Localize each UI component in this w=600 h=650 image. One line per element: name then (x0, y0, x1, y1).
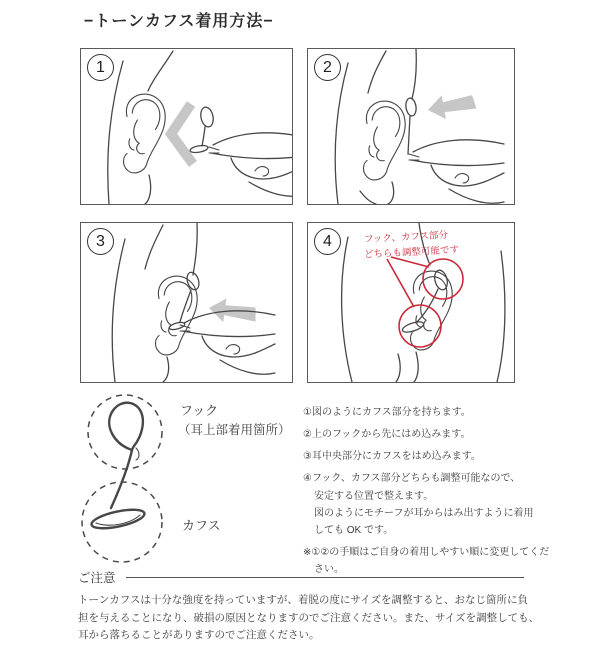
hook-label: フック (180, 403, 219, 418)
panel-step-1 (80, 48, 293, 205)
chevron-arrow-icon (171, 104, 193, 164)
instruction-step-4-cont: 安定する位置で整えます。 (314, 491, 434, 502)
instruction-step-2: ②上のフックから先にはめ込みます。 (303, 429, 471, 440)
caution-section (78, 568, 540, 645)
instruction-step-4-cont: しても OK です。 (314, 525, 394, 536)
ear-illustration (411, 271, 453, 350)
hand-illustration (180, 311, 275, 374)
panel-2-number-badge: 2 (314, 54, 341, 81)
hook-sublabel: （耳上部着用箇所） (178, 423, 291, 437)
instruction-step-4-cont: 図のようにモチーフが耳からはみ出すように着用 (314, 508, 534, 519)
adjustable-annotation-line-1: フック、カフス部分 (363, 229, 449, 246)
cuff-illustration (190, 106, 215, 154)
panel-step-4 (307, 222, 515, 383)
head-outline (112, 223, 197, 382)
panel-step-2 (307, 48, 515, 205)
hook-dashed-circle (88, 395, 162, 469)
cuff-dashed-circle (82, 482, 162, 562)
hand-illustration (209, 133, 292, 196)
page-title: −トーンカフス着用方法− (84, 13, 274, 30)
head-outline (335, 49, 416, 204)
panel-3-number-badge: 3 (87, 228, 114, 255)
hand-illustration (409, 140, 504, 203)
caution-body-line: トーンカフスは十分な強度を持っていますが、着脱の度にサイズを調整すると、おなじ箇所に負 (78, 594, 529, 606)
caution-divider (126, 577, 524, 578)
adjustable-annotation-line-2: どちらも調整可能です (363, 244, 460, 261)
hook-highlight-circle (423, 259, 463, 299)
panel-step-3 (80, 222, 293, 383)
ear-illustration (364, 101, 406, 180)
panel-4-number-badge: 4 (314, 228, 341, 255)
cuff-label: カフス (182, 518, 221, 533)
caution-body-line: 担を与えることになり、破損の原因となりますのでご注意ください。また、サイズを調整しても、 (78, 611, 540, 624)
instruction-step-1: ①図のようにカフス部分を持ちます。 (303, 407, 471, 418)
cuff-illustration (405, 97, 417, 154)
instruction-note-cont: さい。 (314, 564, 344, 575)
caution-body-line: 耳から落ちることがありますのでご注意ください。 (78, 629, 320, 641)
left-arrow-icon (426, 90, 477, 122)
instruction-step-3: ③耳中央部分にカフスをはめ込みます。 (303, 451, 481, 462)
panel-1-number-badge: 1 (87, 54, 114, 81)
caution-heading: ご注意 (78, 571, 116, 585)
instruction-note: ※①②の手順はご自身の着用しやすい順に変更してくだ (303, 547, 550, 558)
instruction-step-4: ④フック、カフス部分どちらも調整可能なので、 (303, 473, 521, 484)
ear-illustration (124, 94, 166, 173)
